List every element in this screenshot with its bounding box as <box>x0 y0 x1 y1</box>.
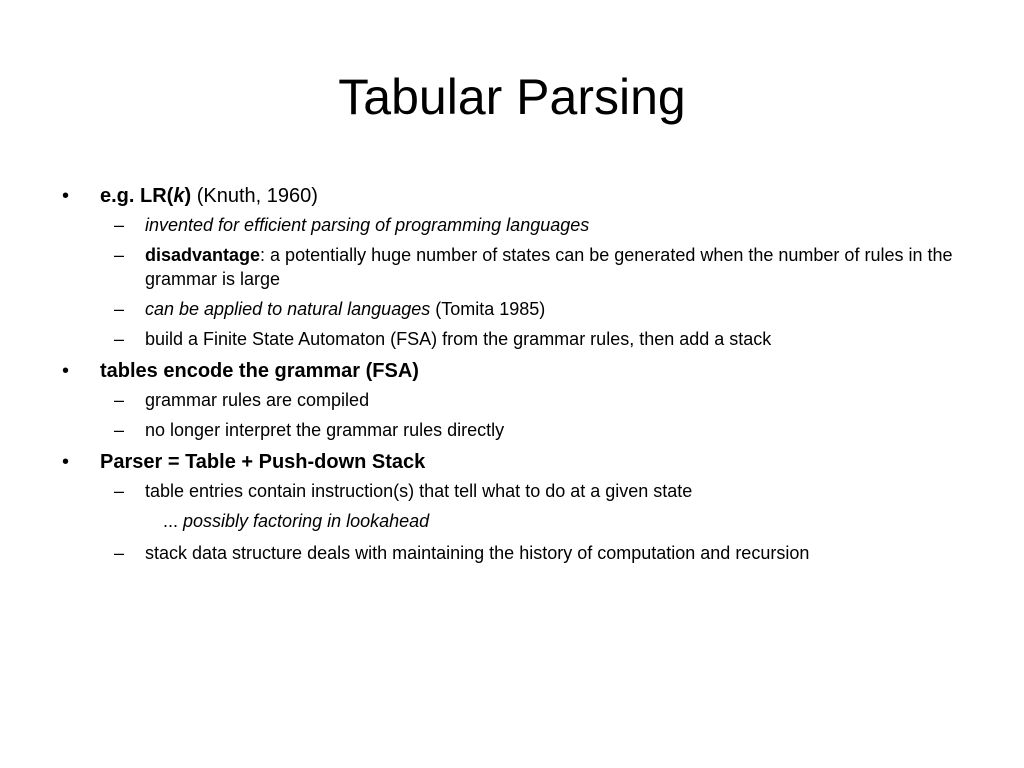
sub-bullet-text: grammar rules are compiled <box>145 390 370 410</box>
dash-marker: – <box>114 543 125 563</box>
tomita-citation: (Tomita 1985) <box>430 299 546 319</box>
lookahead-text: possibly factoring in lookahead <box>183 511 430 531</box>
sub-bullet-compiled <box>0 388 1024 412</box>
bullet-tables-encode <box>0 357 1024 385</box>
lr-k: k <box>173 185 185 207</box>
dash-marker: – <box>114 299 125 319</box>
bullet-text <box>100 182 980 210</box>
sub-bullet-text <box>145 243 965 291</box>
bullet-text: Parser = Table + Push-down Stack <box>100 451 426 473</box>
dash-marker: – <box>114 390 125 410</box>
sub-bullet-invented <box>0 213 1024 237</box>
natural-languages-text: can be applied to natural languages <box>145 299 431 319</box>
bullet-marker: • <box>62 451 70 473</box>
dash-marker: – <box>114 420 125 440</box>
dash-marker: – <box>114 215 125 235</box>
slide-content <box>0 182 1024 571</box>
sub-bullet-natural-languages <box>0 297 1024 321</box>
bullet-lr-k <box>0 182 1024 210</box>
disadvantage-label: disadvantage <box>145 245 261 265</box>
sub-bullet-fsa <box>0 327 1024 351</box>
lr-prefix: e.g. LR( <box>100 185 174 207</box>
dash-marker: – <box>114 481 125 501</box>
sub-bullet-text: table entries contain instruction(s) that tell what to do at a given state <box>145 481 693 501</box>
bullet-text: tables encode the grammar (FSA) <box>100 360 419 382</box>
sub-bullet-text: build a Finite State Automaton (FSA) from the grammar rules, then add a stack <box>145 329 772 349</box>
bullet-marker: • <box>62 185 70 207</box>
ellipsis: ... <box>163 511 184 531</box>
disadvantage-text: : a potentially huge number of states can be generated when the number of rules in the grammar is large <box>145 245 953 289</box>
slide-title: Tabular Parsing <box>338 69 686 125</box>
knuth-citation: (Knuth, 1960) <box>191 185 318 207</box>
dash-marker: – <box>114 329 125 349</box>
sub-bullet-text: no longer interpret the grammar rules directly <box>145 420 505 440</box>
sub-bullet-stack <box>0 541 1024 565</box>
bullet-parser <box>0 448 1024 476</box>
dash-marker: – <box>114 245 125 265</box>
lr-suffix: ) <box>184 185 192 207</box>
sub-bullet-interpret <box>0 418 1024 442</box>
sub-bullet-text: stack data structure deals with maintaining the history of computation and recursion <box>145 543 810 563</box>
sub-bullet-text: invented for efficient parsing of programming languages <box>145 215 590 235</box>
bullet-marker: • <box>62 360 70 382</box>
sub-bullet-text <box>145 297 965 321</box>
sub-bullet-table-entries <box>0 479 1024 503</box>
lookahead-continuation <box>163 509 1024 533</box>
sub-bullet-disadvantage <box>0 243 1024 291</box>
